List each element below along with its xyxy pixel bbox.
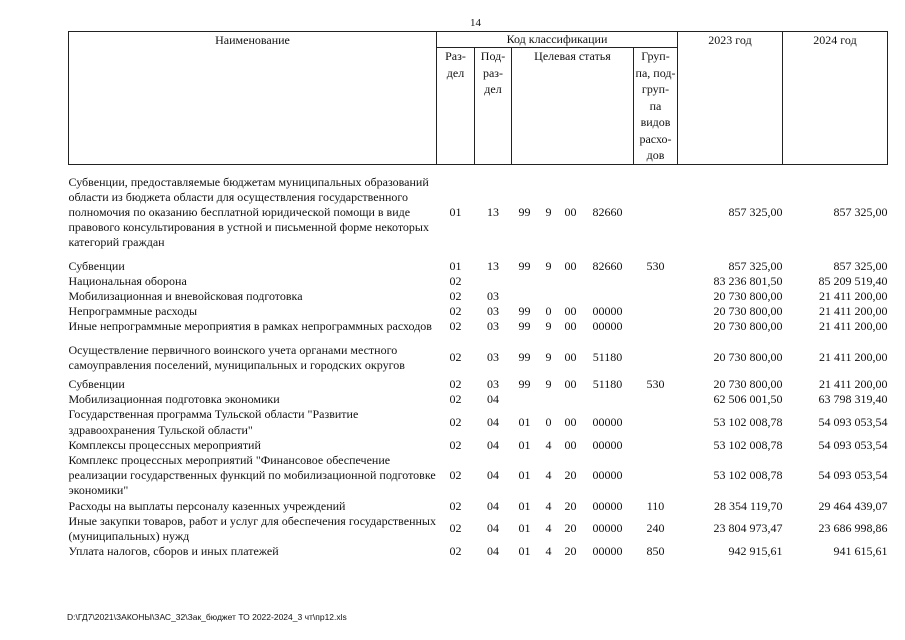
row-cs-direction: 20	[564, 544, 577, 559]
row-cs-code	[582, 274, 634, 289]
row-cs-code: 82660	[592, 204, 623, 219]
row-2024: 941 615,61	[833, 544, 888, 559]
row-2023: 857 325,00	[728, 204, 783, 219]
row-cs-direction: 20	[564, 521, 577, 536]
row-podrazdel: 03	[487, 376, 499, 391]
row-2024: 54 093 053,54	[818, 414, 888, 429]
table-row	[69, 499, 888, 514]
row-cs-program	[512, 392, 538, 407]
row-cs-direction	[560, 289, 582, 304]
row-cs-direction	[560, 392, 582, 407]
row-cs-program: 99	[518, 376, 531, 391]
row-podrazdel: 04	[487, 498, 499, 513]
row-podrazdel: 04	[487, 392, 499, 407]
row-vid-rashodov	[634, 175, 678, 251]
header-razdel	[437, 48, 475, 165]
header-code: Код классификации	[437, 32, 678, 48]
row-cs-code: 00000	[592, 319, 623, 334]
row-podrazdel: 13	[487, 204, 499, 219]
row-podrazdel: 04	[487, 437, 499, 452]
row-cs-code: 82660	[592, 258, 623, 273]
row-razdel: 02	[449, 350, 462, 365]
budget-table	[68, 31, 888, 559]
row-name: Субвенции	[68, 376, 125, 391]
row-vid-rashodov	[634, 319, 678, 334]
file-path-footer: D:\ГД7\2021\ЗАКОНЫ\ЗАС_32\Зак_бюджет ТО 2022-2024_3 чт\пр12.xls	[67, 612, 347, 622]
row-cs-type	[538, 392, 560, 407]
row-vid-rashodov	[634, 407, 678, 437]
table-row	[69, 343, 888, 373]
row-2023: 20 730 800,00	[713, 288, 783, 303]
row-cs-program: 01	[518, 521, 531, 536]
row-2024: 54 093 053,54	[818, 468, 888, 483]
row-cs-direction: 00	[564, 304, 577, 319]
spacer-row	[69, 335, 888, 343]
row-cs-type	[538, 274, 560, 289]
table-body	[69, 164, 888, 559]
header-name: Наименование	[69, 32, 437, 165]
row-podrazdel: 03	[487, 319, 499, 334]
row-name: Комплекс процессных мероприятий "Финансовое обеспечение реализации государственных функций по мобилизационной подготовке экономики"	[68, 452, 436, 498]
row-2024: 21 411 200,00	[818, 376, 888, 391]
row-cs-type: 4	[545, 437, 552, 452]
row-2023: 23 804 973,47	[713, 521, 783, 536]
row-podrazdel: 13	[487, 258, 499, 273]
header-2023: 2023 год	[678, 32, 783, 165]
header-podrazdel	[475, 48, 512, 165]
row-razdel: 02	[449, 414, 462, 429]
row-cs-direction: 00	[564, 258, 577, 273]
row-cs-direction: 20	[564, 498, 577, 513]
table-row	[69, 259, 888, 274]
row-cs-program: 99	[518, 258, 531, 273]
row-podrazdel	[475, 274, 512, 289]
row-name: Расходы на выплаты персоналу казенных учреждений	[68, 498, 346, 513]
row-2024: 857 325,00	[833, 204, 888, 219]
table-row	[69, 514, 888, 544]
row-cs-type: 9	[545, 204, 552, 219]
row-2024: 23 686 998,86	[818, 521, 888, 536]
row-name: Мобилизационная подготовка экономики	[68, 392, 280, 407]
row-vid-rashodov	[634, 304, 678, 319]
table-row	[69, 304, 888, 319]
table-row	[69, 319, 888, 334]
row-cs-direction: 00	[564, 350, 577, 365]
row-cs-type	[538, 289, 560, 304]
row-cs-code: 00000	[592, 544, 623, 559]
row-razdel: 02	[449, 437, 462, 452]
row-podrazdel: 04	[487, 521, 499, 536]
row-cs-program: 99	[518, 350, 531, 365]
table-row	[69, 377, 888, 392]
row-2024: 54 093 053,54	[818, 437, 888, 452]
row-2023: 20 730 800,00	[713, 350, 783, 365]
row-vid-rashodov: 530	[646, 376, 665, 391]
header-gruppa	[634, 48, 678, 165]
row-razdel: 02	[449, 273, 462, 288]
row-cs-program: 99	[518, 319, 531, 334]
row-cs-code: 00000	[592, 304, 623, 319]
row-cs-program: 01	[518, 414, 531, 429]
row-cs-direction: 00	[564, 376, 577, 391]
row-razdel: 01	[449, 258, 462, 273]
row-2024: 21 411 200,00	[818, 319, 888, 334]
row-vid-rashodov	[634, 274, 678, 289]
row-vid-rashodov	[634, 392, 678, 407]
table-row	[69, 407, 888, 437]
row-name: Иные непрограммные мероприятия в рамках непрограммных расходов	[68, 319, 432, 334]
row-cs-code: 00000	[592, 521, 623, 536]
row-cs-program: 01	[518, 437, 531, 452]
row-name: Осуществление первичного воинского учета органами местного самоуправления поселений, муниципальных и городских округов	[68, 342, 405, 372]
row-cs-type: 9	[545, 350, 552, 365]
spacer-row	[69, 251, 888, 259]
row-2023: 83 236 801,50	[713, 273, 783, 288]
row-cs-code: 51180	[592, 350, 623, 365]
row-2024: 21 411 200,00	[818, 350, 888, 365]
row-2024: 21 411 200,00	[818, 304, 888, 319]
row-cs-code	[582, 392, 634, 407]
row-vid-rashodov: 530	[646, 258, 665, 273]
spacer-row	[69, 164, 888, 175]
table-row	[69, 438, 888, 453]
row-razdel: 01	[449, 204, 462, 219]
row-vid-rashodov: 110	[646, 498, 665, 513]
table-row	[69, 175, 888, 251]
header-podrazdel-text: Под- раз- дел	[480, 49, 506, 96]
row-cs-type: 9	[545, 319, 552, 334]
row-vid-rashodov: 850	[646, 544, 665, 559]
row-name: Субвенции, предоставляемые бюджетам муниципальных образований области из бюджета области для осуществления государственного полномочия по оказанию бесплатной юридической помощи в виде правового консультирования в устной и письменной форме некоторых категорий граждан	[68, 174, 429, 250]
row-cs-program: 99	[518, 304, 531, 319]
row-cs-direction: 20	[564, 468, 577, 483]
row-podrazdel: 03	[487, 304, 499, 319]
row-cs-code: 00000	[592, 437, 623, 452]
row-podrazdel: 04	[487, 544, 499, 559]
row-vid-rashodov	[634, 343, 678, 373]
row-cs-direction: 00	[564, 437, 577, 452]
row-cs-direction	[560, 274, 582, 289]
row-podrazdel: 03	[487, 350, 499, 365]
row-cs-type: 0	[545, 414, 552, 429]
row-2024: 85 209 519,40	[818, 273, 888, 288]
row-2023: 857 325,00	[728, 258, 783, 273]
row-name: Уплата налогов, сборов и иных платежей	[68, 544, 279, 559]
row-cs-program: 01	[518, 544, 531, 559]
row-cs-program: 01	[518, 468, 531, 483]
row-2023: 53 102 008,78	[713, 414, 783, 429]
row-cs-program: 99	[518, 204, 531, 219]
row-vid-rashodov	[634, 438, 678, 453]
row-name: Непрограммные расходы	[68, 304, 198, 319]
row-cs-program	[512, 289, 538, 304]
row-razdel: 02	[449, 304, 462, 319]
row-podrazdel: 03	[487, 288, 499, 303]
row-2024: 857 325,00	[833, 258, 888, 273]
row-name: Национальная оборона	[68, 273, 187, 288]
table-row	[69, 544, 888, 559]
row-cs-type: 4	[545, 521, 552, 536]
row-razdel: 02	[449, 498, 462, 513]
row-name: Субвенции	[68, 258, 125, 273]
row-2024: 63 798 319,40	[818, 392, 888, 407]
header-gruppa-text: Груп- па, под- груп- па видов расхо- дов	[635, 49, 676, 162]
row-razdel: 02	[449, 521, 462, 536]
row-cs-type: 4	[545, 544, 552, 559]
row-2023: 20 730 800,00	[713, 319, 783, 334]
row-vid-rashodov	[634, 289, 678, 304]
row-podrazdel: 04	[487, 414, 499, 429]
table-row	[69, 392, 888, 407]
row-name: Иные закупки товаров, работ и услуг для обеспечения государственных (муниципальных) нужд	[68, 513, 436, 543]
page-number: 14	[470, 17, 481, 29]
row-razdel: 02	[449, 288, 462, 303]
row-name: Комплексы процессных мероприятий	[68, 437, 261, 452]
row-cs-direction: 00	[564, 319, 577, 334]
table-row	[69, 453, 888, 499]
row-cs-code: 00000	[592, 468, 623, 483]
row-2023: 20 730 800,00	[713, 304, 783, 319]
row-2023: 62 506 001,50	[713, 392, 783, 407]
row-2023: 53 102 008,78	[713, 437, 783, 452]
row-podrazdel: 04	[487, 468, 499, 483]
row-cs-program	[512, 274, 538, 289]
row-2023: 20 730 800,00	[713, 376, 783, 391]
row-name: Государственная программа Тульской области "Развитие здравоохранения Тульской области"	[68, 407, 359, 437]
row-cs-code: 00000	[592, 498, 623, 513]
row-2024: 29 464 439,07	[818, 498, 888, 513]
row-cs-code: 51180	[592, 376, 623, 391]
row-cs-type: 0	[545, 304, 552, 319]
row-razdel: 02	[449, 468, 462, 483]
row-razdel: 02	[449, 544, 462, 559]
row-razdel: 02	[449, 392, 462, 407]
row-cs-type: 9	[545, 258, 552, 273]
row-cs-code	[582, 289, 634, 304]
row-vid-rashodov: 240	[646, 521, 665, 536]
row-cs-type: 4	[545, 468, 552, 483]
header-2024: 2024 год	[783, 32, 888, 165]
row-vid-rashodov	[634, 453, 678, 499]
row-cs-direction: 00	[564, 204, 577, 219]
table-row	[69, 289, 888, 304]
row-cs-code: 00000	[592, 414, 623, 429]
row-cs-program: 01	[518, 498, 531, 513]
row-cs-type: 4	[545, 498, 552, 513]
header-celevaya: Целевая статья	[512, 48, 634, 165]
row-razdel: 02	[449, 376, 462, 391]
row-2023: 53 102 008,78	[713, 468, 783, 483]
header-razdel-text: Раз- дел	[445, 49, 466, 80]
row-2024: 21 411 200,00	[818, 288, 888, 303]
row-cs-type: 9	[545, 376, 552, 391]
row-2023: 28 354 119,70	[713, 498, 783, 513]
table-row	[69, 274, 888, 289]
row-2023: 942 915,61	[728, 544, 783, 559]
row-name: Мобилизационная и вневойсковая подготовка	[68, 288, 303, 303]
row-cs-direction: 00	[564, 414, 577, 429]
row-razdel: 02	[449, 319, 462, 334]
